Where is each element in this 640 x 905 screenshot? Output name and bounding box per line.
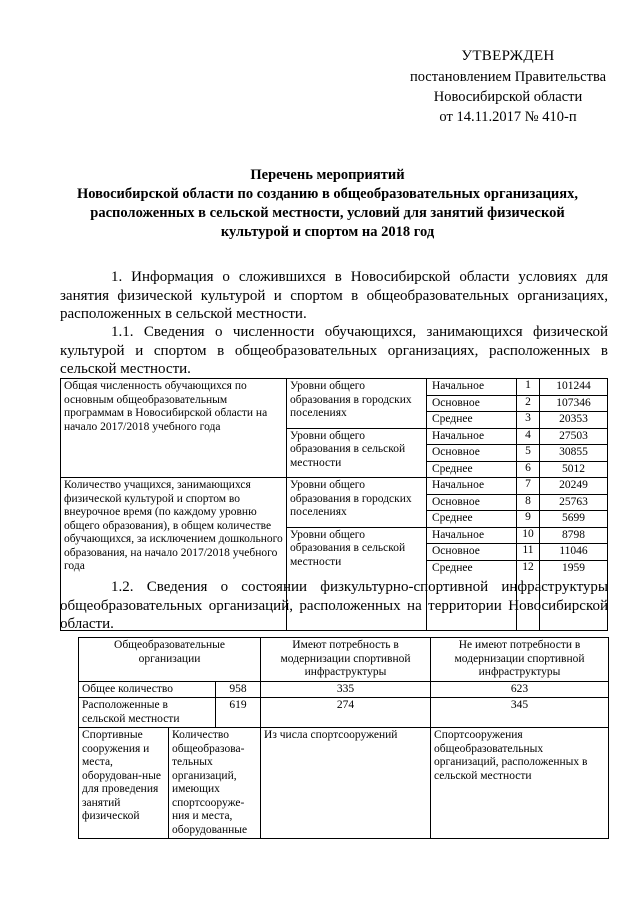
no-need-cell: 345 xyxy=(431,698,609,728)
value-cell: 30855 xyxy=(540,445,608,462)
section-1-2-text: 1.2. Сведения о состоянии физкультурно-спортивной инфраструктуры общеобразовательных организаций, расположенных на территории Новосибирской области. xyxy=(60,579,608,632)
section-1-1-paragraph xyxy=(60,323,608,379)
row-number: 4 xyxy=(517,428,540,445)
row-number: 9 xyxy=(517,511,540,528)
of-facilities-cell: Из числа спортсооружений xyxy=(261,728,431,839)
row-number: 5 xyxy=(517,445,540,462)
table-header-row xyxy=(79,638,609,682)
count-cell: 619 xyxy=(216,698,261,728)
table-row xyxy=(79,728,609,839)
table-row xyxy=(61,379,608,396)
organizations-count-cell: Количество общеобразова-тельных организаций, имеющих спортсооруже-ния и места, оборудованные xyxy=(169,728,261,839)
level-cell: Основное xyxy=(427,395,517,412)
section-1-text: 1. Информация о сложившихся в Новосибирской области условиях для занятия физической культурой и спортом в общеобразовательных организациях, расположенных в сельской местности. xyxy=(60,269,608,322)
sports-facilities-cell: Спортивные сооружения и места, оборудован-ные для проведения занятий физической xyxy=(79,728,169,839)
row-number: 8 xyxy=(517,494,540,511)
level-cell: Среднее xyxy=(427,461,517,478)
value-cell: 5699 xyxy=(540,511,608,528)
value-cell: 8798 xyxy=(540,527,608,544)
row-number: 1 xyxy=(517,379,540,396)
table-row xyxy=(61,478,608,495)
row-number: 10 xyxy=(517,527,540,544)
level-group-rural: Уровни общего образования в сельской местности xyxy=(287,428,427,478)
level-cell: Среднее xyxy=(427,560,517,630)
title-line: культурой и спортом на 2018 год xyxy=(220,224,435,240)
row-number: 7 xyxy=(517,478,540,495)
level-group-urban: Уровни общего образования в городских поселениях xyxy=(287,478,427,528)
header-need-modernization: Имеют потребность в модернизации спортивной инфраструктуры xyxy=(261,638,431,682)
document-title xyxy=(60,166,595,242)
approval-line: постановлением Правительства xyxy=(409,69,607,85)
table-row xyxy=(79,681,609,698)
level-cell: Начальное xyxy=(427,379,517,396)
approval-line: Новосибирской области xyxy=(433,89,583,105)
header-organizations: Общеобразовательные организации xyxy=(79,638,261,682)
approval-heading: УТВЕРЖДЕН xyxy=(461,48,555,64)
level-cell: Начальное xyxy=(427,478,517,495)
approval-date: от 14.11.2017 № 410-п xyxy=(439,109,577,125)
row-label: Общее количество xyxy=(79,681,216,698)
section-1-1-text: 1.1. Сведения о численности обучающихся, занимающихся физической культурой и спортом в общеобразовательных организациях, расположенных в сельской местности. xyxy=(60,324,608,377)
row-number: 12 xyxy=(517,560,540,630)
value-cell: 101244 xyxy=(540,379,608,396)
level-cell: Начальное xyxy=(427,428,517,445)
header-no-need-modernization: Не имеют потребности в модернизации спортивной инфраструктуры xyxy=(431,638,609,682)
value-cell: 5012 xyxy=(540,461,608,478)
level-cell: Начальное xyxy=(427,527,517,544)
rural-facilities-cell: Спортсооружения общеобразовательных организаций, расположенных в сельской местности xyxy=(431,728,609,839)
infrastructure-table xyxy=(78,637,609,839)
value-cell: 20353 xyxy=(540,412,608,429)
section-1-paragraph xyxy=(60,268,608,324)
value-cell: 107346 xyxy=(540,395,608,412)
value-cell: 1959 xyxy=(540,560,608,630)
value-cell: 20249 xyxy=(540,478,608,495)
row-number: 11 xyxy=(517,544,540,561)
section-1-2-paragraph xyxy=(60,578,608,634)
group-sport-students: Количество учащихся, занимающихся физической культурой и спортом во внеурочное время (по каждому уровню общего образования), в общем количестве обучающихся, за исключением дошкольного образования, на начало 2017/2018 учебного года xyxy=(61,478,287,631)
need-cell: 274 xyxy=(261,698,431,728)
level-group-urban: Уровни общего образования в городских поселениях xyxy=(287,379,427,429)
group-total-students: Общая численность обучающихся по основным общеобразовательным программам в Новосибирской области на начало 2017/2018 учебного года xyxy=(61,379,287,478)
no-need-cell: 623 xyxy=(431,681,609,698)
table-row xyxy=(79,698,609,728)
level-group-rural: Уровни общего образования в сельской местности xyxy=(287,527,427,630)
count-cell: 958 xyxy=(216,681,261,698)
title-line: Перечень мероприятий xyxy=(250,167,405,183)
approval-stamp xyxy=(398,46,618,127)
level-cell: Среднее xyxy=(427,511,517,528)
value-cell: 27503 xyxy=(540,428,608,445)
row-number: 2 xyxy=(517,395,540,412)
title-line: расположенных в сельской местности, условий для занятий физической xyxy=(90,205,565,221)
row-number: 3 xyxy=(517,412,540,429)
value-cell: 25763 xyxy=(540,494,608,511)
need-cell: 335 xyxy=(261,681,431,698)
row-label: Расположенные в сельской местности xyxy=(79,698,216,728)
value-cell: 11046 xyxy=(540,544,608,561)
title-line: Новосибирской области по созданию в общеобразовательных организациях, xyxy=(76,186,579,202)
row-number: 6 xyxy=(517,461,540,478)
level-cell: Среднее xyxy=(427,412,517,429)
level-cell: Основное xyxy=(427,494,517,511)
level-cell: Основное xyxy=(427,445,517,462)
level-cell: Основное xyxy=(427,544,517,561)
